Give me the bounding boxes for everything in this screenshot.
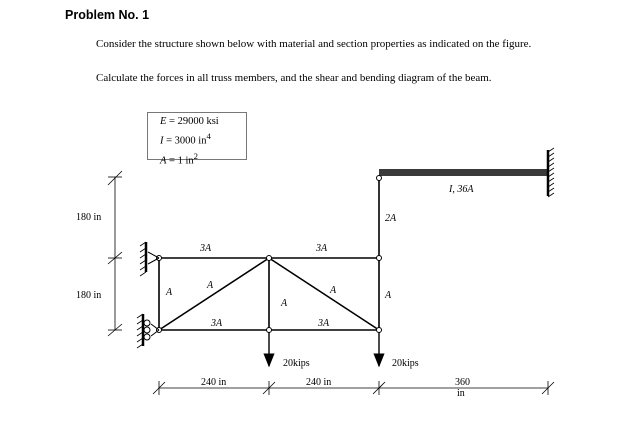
problem-task: Calculate the forces in all truss members, and the shear and bending diagram of the beam.	[96, 72, 492, 84]
label-left-vertical: A	[166, 287, 173, 298]
label-bottom-left: 3A	[211, 318, 223, 329]
prop-A: A = 1 $in^2$	[160, 150, 199, 166]
label-height-lower: 180 in	[76, 290, 102, 301]
label-load-right: 20kips	[392, 358, 419, 369]
label-center-vertical: A	[281, 298, 288, 309]
prop-E: E = 29000 ksi	[160, 116, 219, 127]
joint	[267, 256, 272, 261]
label-beam: I, 36A	[449, 184, 474, 195]
vertical-dimension	[108, 171, 122, 336]
label-right-diagonal: A	[330, 285, 337, 296]
fixed-support	[548, 148, 554, 197]
label-left-diagonal: A	[207, 280, 214, 291]
label-top-left: 3A	[200, 243, 212, 254]
roller-support	[137, 314, 159, 348]
label-column: 2A	[385, 213, 397, 224]
label-top-right: 3A	[316, 243, 328, 254]
label-load-center: 20kips	[283, 358, 310, 369]
pin-support	[140, 242, 159, 276]
joint	[267, 328, 272, 333]
problem-intro: Consider the structure shown below with material and section properties as indicated on the figure.	[96, 38, 532, 50]
label-span-beam: 360	[455, 377, 470, 388]
joint	[377, 328, 382, 333]
label-right-vertical: A	[385, 290, 392, 301]
joint	[377, 176, 382, 181]
label-span-left: 240 in	[201, 377, 227, 388]
label-span-right: 240 in	[306, 377, 332, 388]
truss	[159, 177, 379, 330]
prop-I: I = 3000 $in^4$	[160, 131, 211, 147]
label-height-upper: 180 in	[76, 212, 102, 223]
label-span-beam-unit: in	[457, 388, 465, 399]
joint	[377, 256, 382, 261]
problem-title: Problem No. 1	[65, 8, 150, 22]
label-bottom-right: 3A	[318, 318, 330, 329]
beam	[379, 169, 548, 176]
